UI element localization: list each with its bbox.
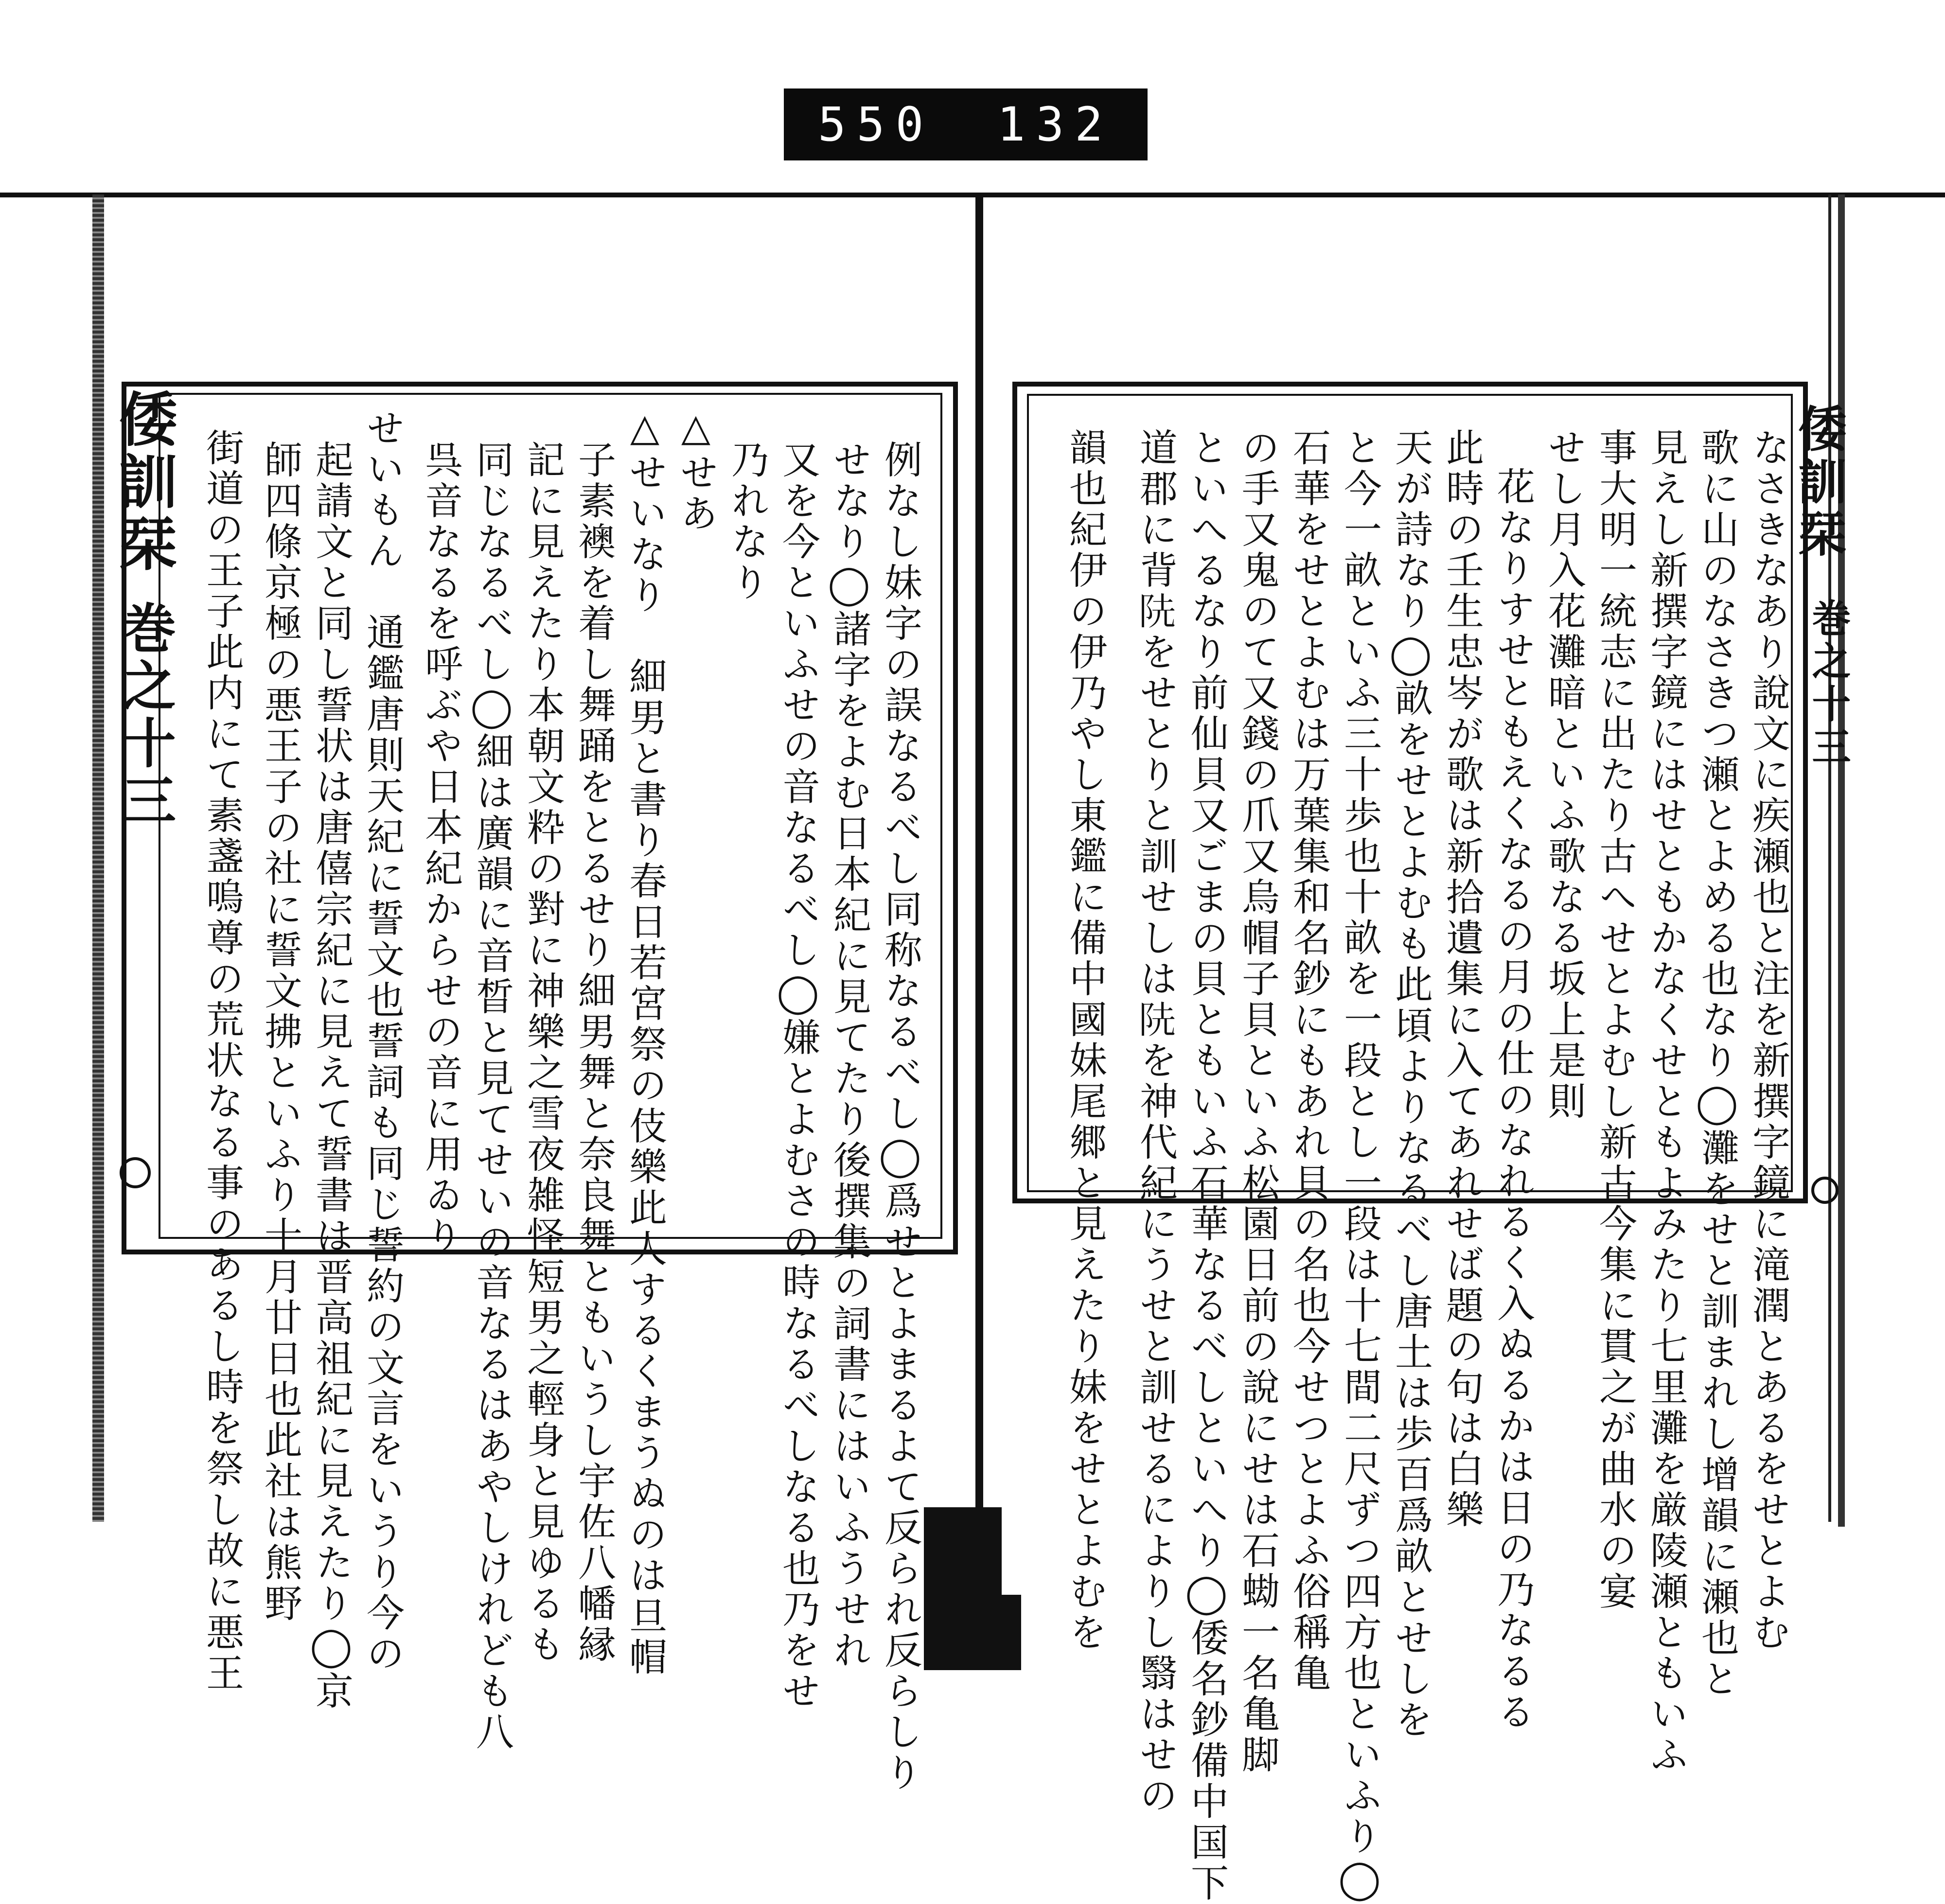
text-column: 街道の王子此内にて素盞嗚尊の荒状なる事のあるし時を祭し故に悪王 <box>200 428 244 1694</box>
text-column: 記に見えたり本朝文粋の對に神樂之雪夜雑怪短男之輕身と見ゆるも <box>521 440 565 1665</box>
text-column: 例なし妹字の誤なるべし同称なるべし◯爲せとよまるよて反られ反らしり <box>878 440 922 1794</box>
text-column: 又を今といふせの音なるべし◯嫌とよむさの時なるべしなる也乃をせ <box>776 440 820 1712</box>
text-column: と今一畝といふ三十歩也十畝を一段とし一段は十七間二尺ずつ四方也といふり◯ <box>1338 428 1381 1904</box>
right-sidebar-title: 倭訓栞 <box>1790 404 1847 561</box>
text-column: 道郡に背𨸪をせとりと訓せしは𨸪を神代紀にうせと訓せるによりし翳はせの <box>1133 428 1177 1816</box>
page-marker-circle <box>120 1157 151 1188</box>
text-column: △せあ <box>674 406 718 534</box>
text-column: せなり◯諸字をよむ日本紀に見てたり後撰集の詞書にはいふうせれ <box>827 440 871 1671</box>
left-sidebar-title: 倭訓栞 <box>109 389 178 576</box>
top-rule <box>0 193 1945 197</box>
text-column: 韻也紀伊の伊乃やし東鑑に備中國妹尾郷と見えたり妹をせとよむを <box>1063 428 1107 1653</box>
left-page-edge <box>92 194 104 1522</box>
book-spine <box>975 193 983 1534</box>
text-column: 石華をせとよむは万葉集和名鈔にもあれ貝の名也今せつとよふ俗稱亀 <box>1287 428 1330 1694</box>
text-column: せいもん 通鑑唐則天紀に誓文也誓詞も同じ誓約の文言をいうり今の <box>360 408 404 1675</box>
text-column: せし月入花灘暗といふ歌なる坂上是則 <box>1542 428 1586 1122</box>
page-marker-circle <box>1811 1177 1839 1204</box>
text-column: △せいなり 細男と書り春日若宮祭の伎樂此人するくまうぬのは旦帽 <box>623 406 667 1678</box>
text-column: 子素襖を着し舞踊をとるせり細男舞と奈良舞ともいうし宇佐八幡縁 <box>572 440 616 1665</box>
text-column: 歌に山のなさきつ瀬とよめる也なり◯灘をせと訓まれし增韻に瀬也と <box>1695 428 1739 1700</box>
reel-left-number: 550 <box>818 97 935 152</box>
text-column: 師四條京極の悪王子の社に誓文拂といふり十月廿日也此社は熊野 <box>258 440 302 1624</box>
reel-number-label <box>784 88 1148 160</box>
text-column: の手又鬼のて又錢の爪又烏帽子貝といふ松園日前の說にせは石蜐一名亀脚 <box>1236 428 1279 1776</box>
text-column: 此時の壬生忠岑が歌は新拾遺集に入てあれせば題の句は白樂 <box>1440 428 1484 1531</box>
right-page-edge <box>1838 194 1845 1527</box>
text-column: 乃れなり <box>725 440 769 603</box>
text-column: 同じなるべし◯細は廣韻に音晳と見てせいの音なるはあやしけれども八 <box>470 440 513 1753</box>
reel-right-number: 132 <box>997 97 1114 152</box>
text-column: 天が詩なり◯畝をせとよむも此頃よりなるべし唐土は歩百爲畝とせしを <box>1389 428 1432 1741</box>
right-page-outline <box>1828 194 1831 1522</box>
text-column: 起請文と同し誓状は唐僖宗紀に見えて誓書は晋高祖紀に見えたり◯京 <box>309 440 353 1712</box>
left-sidebar-volume: 巻之十三 <box>114 600 177 830</box>
text-column: 見えし新撰字鏡にはせともかなくせともよみたり七里灘を厳陵瀬ともいふ <box>1644 428 1688 1776</box>
text-column: といへるなり前仙貝又ごまの貝ともいふ石華なるべしといへり◯倭名鈔備中国下 <box>1185 428 1228 1904</box>
text-column: 花なりすせともえくなるの月の仕のなれるく入ぬるかは日の乃なるる <box>1491 467 1535 1733</box>
text-column: なさきなあり說文に疾瀬也と注を新撰字鏡に滝潤とあるをせとよむ <box>1746 428 1790 1653</box>
right-sidebar-volume: 巻之十三 <box>1805 598 1851 769</box>
text-column: 事大明一統志に出たり古へせとよむし新古今集に貫之が曲水の宴 <box>1593 428 1637 1612</box>
gutter-shadow <box>938 1595 1021 1670</box>
text-column: 呉音なるを呼ぶや日本紀からせの音に用ゐり <box>419 440 462 1257</box>
